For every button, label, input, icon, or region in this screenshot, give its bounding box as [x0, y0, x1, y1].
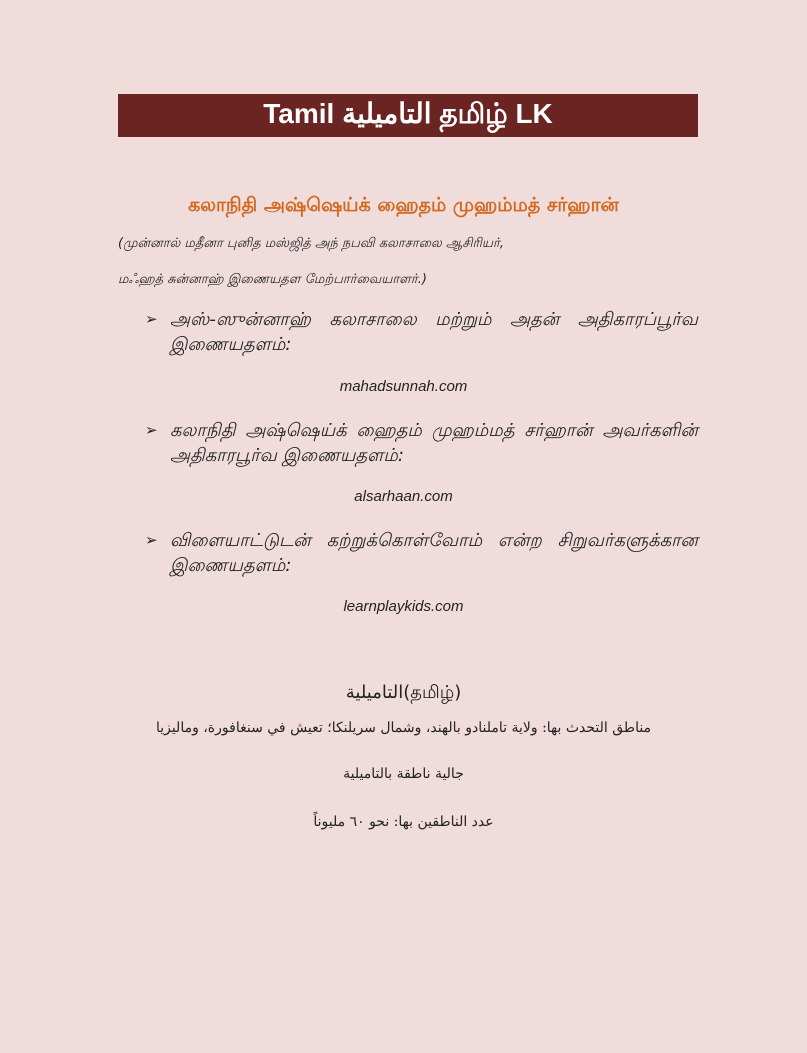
website-link[interactable]: learnplaykids.com — [343, 598, 464, 615]
arrow-bullet-icon: ➢ — [145, 310, 158, 328]
banner-title: Tamil التاميلية தமிழ் LK — [263, 98, 553, 129]
author-note-line1: (முன்னால் மதீனா புனித மஸ்ஜித் அந் நபவி கலாசாலை ஆசிரியர், — [118, 236, 504, 251]
author-note-line2: மஃஹத் சுன்னாஹ் இணையதள மேற்பார்வையாளர்.) — [118, 272, 427, 287]
arrow-bullet-icon: ➢ — [145, 421, 158, 439]
website-link[interactable]: alsarhaan.com — [354, 488, 453, 505]
language-heading: التاميلية(தமிழ்) — [345, 682, 462, 703]
language-speakers: عدد الناطقين بها: نحو ٦٠ مليوناً — [313, 814, 494, 830]
list-item — [145, 418, 698, 468]
list-item-text: அஸ்-ஸுன்னாஹ் கலாசாலை மற்றும் அதன் அதிகாரப்பூர்வ இணையதளம்: — [170, 309, 698, 355]
list-item — [145, 307, 698, 357]
language-community: جالية ناطقة بالتاميلية — [343, 766, 464, 782]
author-name: கலாநிதி அஷ்ஷெய்க் ஹைதம் முஹம்மத் சர்ஹான் — [188, 194, 619, 216]
list-item-text: விளையாட்டுடன் கற்றுக்கொள்வோம் என்ற சிறுவர்களுக்கான இணையதளம்: — [170, 530, 698, 576]
list-item — [145, 528, 698, 578]
arrow-bullet-icon: ➢ — [145, 531, 158, 549]
website-link[interactable]: mahadsunnah.com — [339, 378, 468, 395]
title-banner — [118, 94, 698, 137]
language-regions: مناطق التحدث بها: ولاية تاملنادو بالهند، وشمال سريلنكا؛ تعيش في سنغافورة، وماليزيا — [155, 720, 652, 736]
list-item-text: கலாநிதி அஷ்ஷெய்க் ஹைதம் முஹம்மத் சர்ஹான் அவர்களின் அதிகாரபூர்வ இணையதளம்: — [170, 420, 698, 466]
